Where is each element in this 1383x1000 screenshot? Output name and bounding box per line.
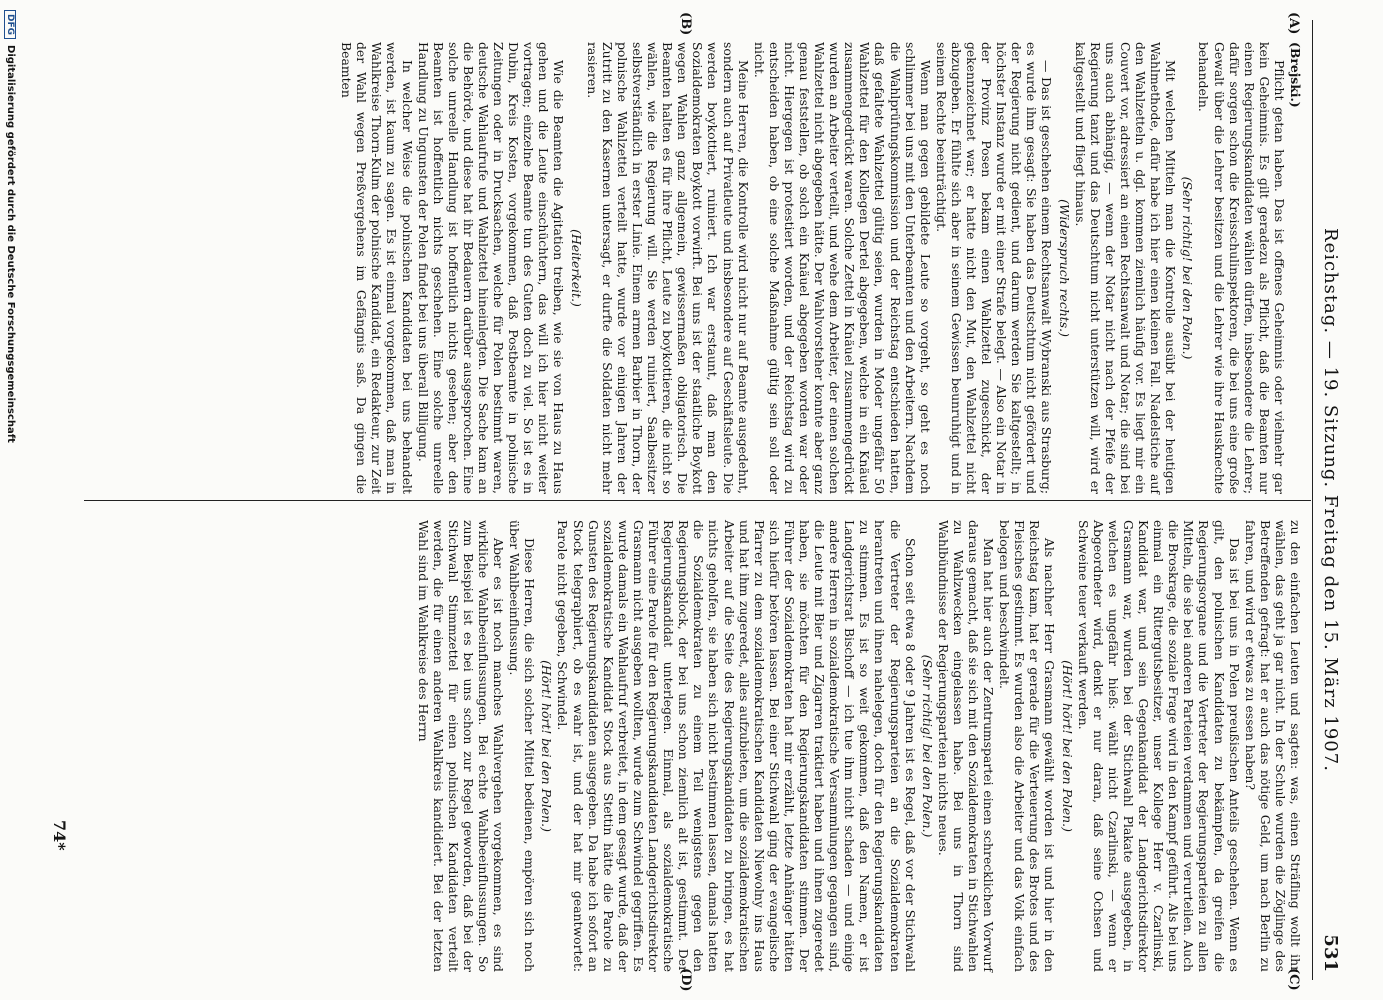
left-stage: (Widerspruch rechts.) bbox=[1056, 199, 1072, 337]
page-number: 531 bbox=[1320, 934, 1341, 972]
running-head bbox=[1317, 20, 1341, 980]
left-paragraph: Mit welchen Mitteln man die Kontrolle ausübt bei der heutigen Wahlmethode, dafür habe ich hier einen kleinen Fall. Nadelstiche auf den Wahlzetteln u. dgl. kommen ziemlich häufig vor. Es liegt mir ein Couvert vor, adressiert an einen Rechtsanwalt und Notar; die sind bei uns auch abhängig, — wenn der Notar nicht nach der Pfeife der Regierung tanzt und das Deutschtum nicht unterstützen will, wird er kaltgestellt und fliegt hinaus. bbox=[1072, 42, 1179, 494]
margin-marker-a: (A) bbox=[1286, 12, 1301, 35]
header-rule bbox=[1312, 20, 1313, 980]
margin-marker-d: (D) bbox=[678, 968, 693, 992]
margin-marker-c: (C) bbox=[1286, 968, 1301, 991]
digitization-footer bbox=[4, 0, 16, 1000]
left-stage: (Heiterkeit.) bbox=[568, 229, 584, 307]
left-column bbox=[338, 42, 1303, 494]
left-paragraph: Wenn man gegen gebildete Leute so vorgeht, so geht es noch schlimmer bei uns mit den Unterbeamten und den Arbeitern. Nachdem die Wahlprüfungskommission und der Reichstag entschieden hatten, daß gefaltete Wahlzettel gültig seien, wurden in Moder ungefähr 50 Wahlzettel für den Kollegen Dertel abgegeben, welche in ein Knäuel zusammengedrückt waren. Solche Zettel in Knäuel zusammengedrückt wurden an Arbeiter verteilt, und wehe dem Arbeiter, der einen solchen Wahlzettel nicht abgegeben hätte. Der Wahlvorsteher konnte aber ganz genau feststellen, ob solch ein Knäuel abgegeben worden war oder nicht. Hiergegen ist protestiert worden, und der Reichstag wird zu entscheiden haben, ob eine solche Maßnahme gültig sein soll oder nicht. bbox=[751, 42, 933, 494]
left-stage: (Sehr richtig! bei den Polen.) bbox=[1180, 176, 1196, 360]
left-speaker: (Brejski.) bbox=[1288, 42, 1303, 108]
right-column bbox=[415, 520, 1303, 972]
right-paragraph: Man hat hier auch der Zentrumspartei einen schrecklichen Vorwurf daraus gemacht, daß sie sich mit den Sozialdemokraten in Stichwahlen zu Wahlzwecken eingelassen habe. Bei uns in Thorn sind Wahlbündnisse der Regierungsparteien nichts neues. bbox=[935, 520, 997, 972]
left-paragraph: Meine Herren, die Kontrolle wird nicht nur auf Beamte ausgedehnt, sondern auch auf Privatleute und insbesondere auf Geschäftsleute. Die werden boykottiert, ruiniert. Ich war erstaunt, daß man den Sozialdemokraten Boykott vorwirft. Bei uns ist der staatliche Boykott wegen Wahlen ganz allgemein, gewissermaßen obligatorisch. Die Beamten halten es für ihre Pflicht, Leute zu boykottieren, die nicht so wählen, wie die Regierung will. Sie werden ruiniert, Saalbesitzer selbstverständlich in erster Linie. Einem armen Barbier in Thorn, der polnische Wahlzettel verteilt hatte, wurde vor einigen Jahren der Zutritt zu den Kasernen untersagt, er durfte die Soldaten nicht mehr rasieren. bbox=[584, 42, 751, 494]
right-paragraph: Schon seit etwa 8 oder 9 Jahren ist es Regel, daß vor der Stichwahl die Vertreter der Regierungsparteien an die Sozialdemokraten herantreten und ihnen nahelegen, doch für den Regierungskandidaten zu stimmen. Es ist so weit gekommen, daß den Namen, er ist Landgerichtsrat Bischoff — ich tue ihm nicht schaden — und einige andere Herren in sozialdemokratische Versammlungen gegangen sind, die Leute mit Bier und Zigarren traktiert haben und ihnen zugeredet haben, sie möchten für den Regierungskandidaten stimmen. Der Führer der Sozialdemokraten hat mir erzählt, letzte Anhänger hätten sich hiefür betören lassen. Bei einer Stichwahl ging der evangelische Pfarrer zu dem sozialdemokratischen Kandidaten Niewolny ins Haus und hat ihm zugeredet, alles aufzubieten, um die sozialdemokratischen Arbeiter auf die Seite des Regierungskandidaten zu bringen, es hat nichts geholfen, sie haben sich nicht bestimmen lassen, damals hatten die Sozialdemokraten zu einem Teil wenigstens gegen den Regierungsblock, der bei uns schon ziemlich alt ist, gestimmt. Der Regierungskandidat unterlegen. Einmal, als sozialdemokratische Führer eine Parole für den Regierungskandidaten Landgerichtsdirektor Grasmann nicht ausgeben wollten, wurde zum Schwindel gegriffen. Es wurde damals ein Wahlaufruf verbreitet, in dem gesagt wurde, daß der sozialdemokratische Kandidat Stock aus Stettin hätte die Parole zu Gunsten des Regierungskandidaten ausgegeben. Da habe ich sofort an Stock telegraphiert, ob es wahr ist, und der hat mir geantwortet: Parole nicht gegeben, Schwindel. bbox=[555, 520, 918, 972]
left-paragraph: — Das ist geschehen einem Rechtsanwalt Wybranski aus Strasburg; es wurde ihm gesagt: Sie haben das Deutschtum nicht gefördert und der Regierung nicht gedient, und darum werden Sie kaltgestellt; in höchster Instanz wurde er mit einer Strafe belegt. — Also ein Notar in der Provinz Posen bekam einen Wahlzettel zugeschickt, der gekennzeichnet war; er hatte nicht den Mut, den Wahlzettel nicht abzugeben. Er fühlte sich aber in seinem Gewissen beunruhigt und in seinem Rechte beeinträchtigt. bbox=[933, 42, 1055, 494]
right-paragraph: Diese Herren, die sich solcher Mittel bedienen, empören sich noch über Wahlbeeinflussung. bbox=[507, 520, 538, 972]
footer-text: Digitalisierung gefördert durch die Deutsche Forschungsgemeinschaft bbox=[5, 45, 16, 443]
right-paragraph: zu den einfachen Leuten und sagten: was, einen Sträfling wollt ihr wählen, das geht ja gar nicht. In der Schule wurden die Zöglinge des Betreffenden gefragt: hat er auch das nötige Geld, um nach Berlin zu fahren, und wird er etwas zu essen haben? bbox=[1242, 520, 1303, 972]
margin-marker-b: (B) bbox=[678, 12, 693, 36]
column-divider bbox=[84, 500, 1311, 501]
right-paragraph: Aber es ist noch manches Wahlvergehen vorgekommen, es sind wirkliche Wahlbeeinflussungen. Bei echte Wahlbeeinflussungen. So zum Beispiel ist es bei uns schon zur Regel geworden, daß bei der Stichwahl Stimmzettel für einen polnischen Kandidaten verteilt werden, die für einen anderen Wahlkreis kandidiert. Bei der letzten Wahl sind im Wahlkreise des Herrn bbox=[415, 520, 507, 972]
dfg-logo: DFG bbox=[4, 10, 16, 39]
running-head-title: Reichstag. — 19. Sitzung. Freitag den 15. März 1907. bbox=[1320, 228, 1341, 772]
left-paragraph: Pflicht getan haben. Das ist offenes Geheimnis oder vielmehr gar kein Geheimnis. Es gilt geradezu als Pflicht, daß die Beamten nur einen Regierungskandidaten wählen dürfen, insbesondere die Lehrer; dafür sorgen schon die Kreisschulinspektoren, die bei uns eine große Gewalt über die Lehrer besitzen und die Lehrer wie ihre Hausknechte behandeln. bbox=[1196, 42, 1287, 494]
right-paragraph: Das ist bei uns in Polen preußischen Anteils geschehen. Wenn es gilt, den polnischen Kandidaten zu bekämpfen, da greifen die Regierungsorgane und die Vertreter der Regierungsparteien zu allen Mitteln, die sie bei anderen Parteien verdammen und verurteilen. Auch die Broskrage, die soziale Frage wird in den Kampf geführt. Als bei uns einmal ein Rittergutsbesitzer, unser Kollege Herr v. Czarlinski, Kandidat war, und sein Gegenkandidat der Landgerichtsdirektor Grasmann war, wurden bei der Stichwahl Plakate ausgegeben, in welchen es ungefähr hieß: wählt nicht Czarlinski, — wenn er Abgeordneter wird, denkt er nur daran, daß seine Ochsen und Schweine teuer verkauft werden. bbox=[1075, 520, 1242, 972]
left-paragraph: Wie die Beamten die Agitation treiben, wie sie von Haus zu Haus gehen und die Leute einschüchtern, das will ich hier nicht weiter vortragen; einzelne Beamte tun des Guten doch zu viel. So ist es in Dubin, Kreis Kosten, vorgekommen, daß Postbeamte in polnische Zeitungen oder in Drucksachen, welche für Polen bestimmt waren, deutsche Wahlaufrufe und Wahlzettel hineinlegten. Die Sache kam an die Behörde, und diese hat ihr Bedauern darüber ausgesprochen. Eine solche unreelle Handlung ist hoffentlich nichts gesehen; aber den Beamten ist hoffentlich nichts geschehen. Eine solche unreelle Handlung zu Ungunsten der Polen findet bei uns überall Billigung. bbox=[415, 42, 567, 494]
right-paragraph: Als nachher Herr Grasmann gewählt worden ist und hier in den Reichstag kam, hat er gerade für die Verteuerung des Brotes und des Fleisches gestimmt. Es wurden also die Arbeiter und das Volk einfach belogen und beschwindelt. bbox=[997, 520, 1058, 972]
right-stage: (Sehr richtig! bei den Polen.) bbox=[919, 654, 935, 838]
left-paragraph: In welcher Weise die polnischen Kandidaten bei uns behandelt werden, ist kaum zu sagen. Es ist einmal vorgekommen, daß man in Wahlkreise Thorn-Kulm der polnische Kandidat, ein Redakteur, zur Zeit der Wahl wegen Preßvergehens im Gefängnis saß. Da gingen die Beamten bbox=[339, 42, 415, 494]
right-stage: (Hört! hört! bei den Polen.) bbox=[1059, 660, 1075, 832]
sheet-signature: 74* bbox=[50, 820, 69, 851]
right-stage: (Hört! hört! bei den Polen.) bbox=[539, 660, 555, 832]
